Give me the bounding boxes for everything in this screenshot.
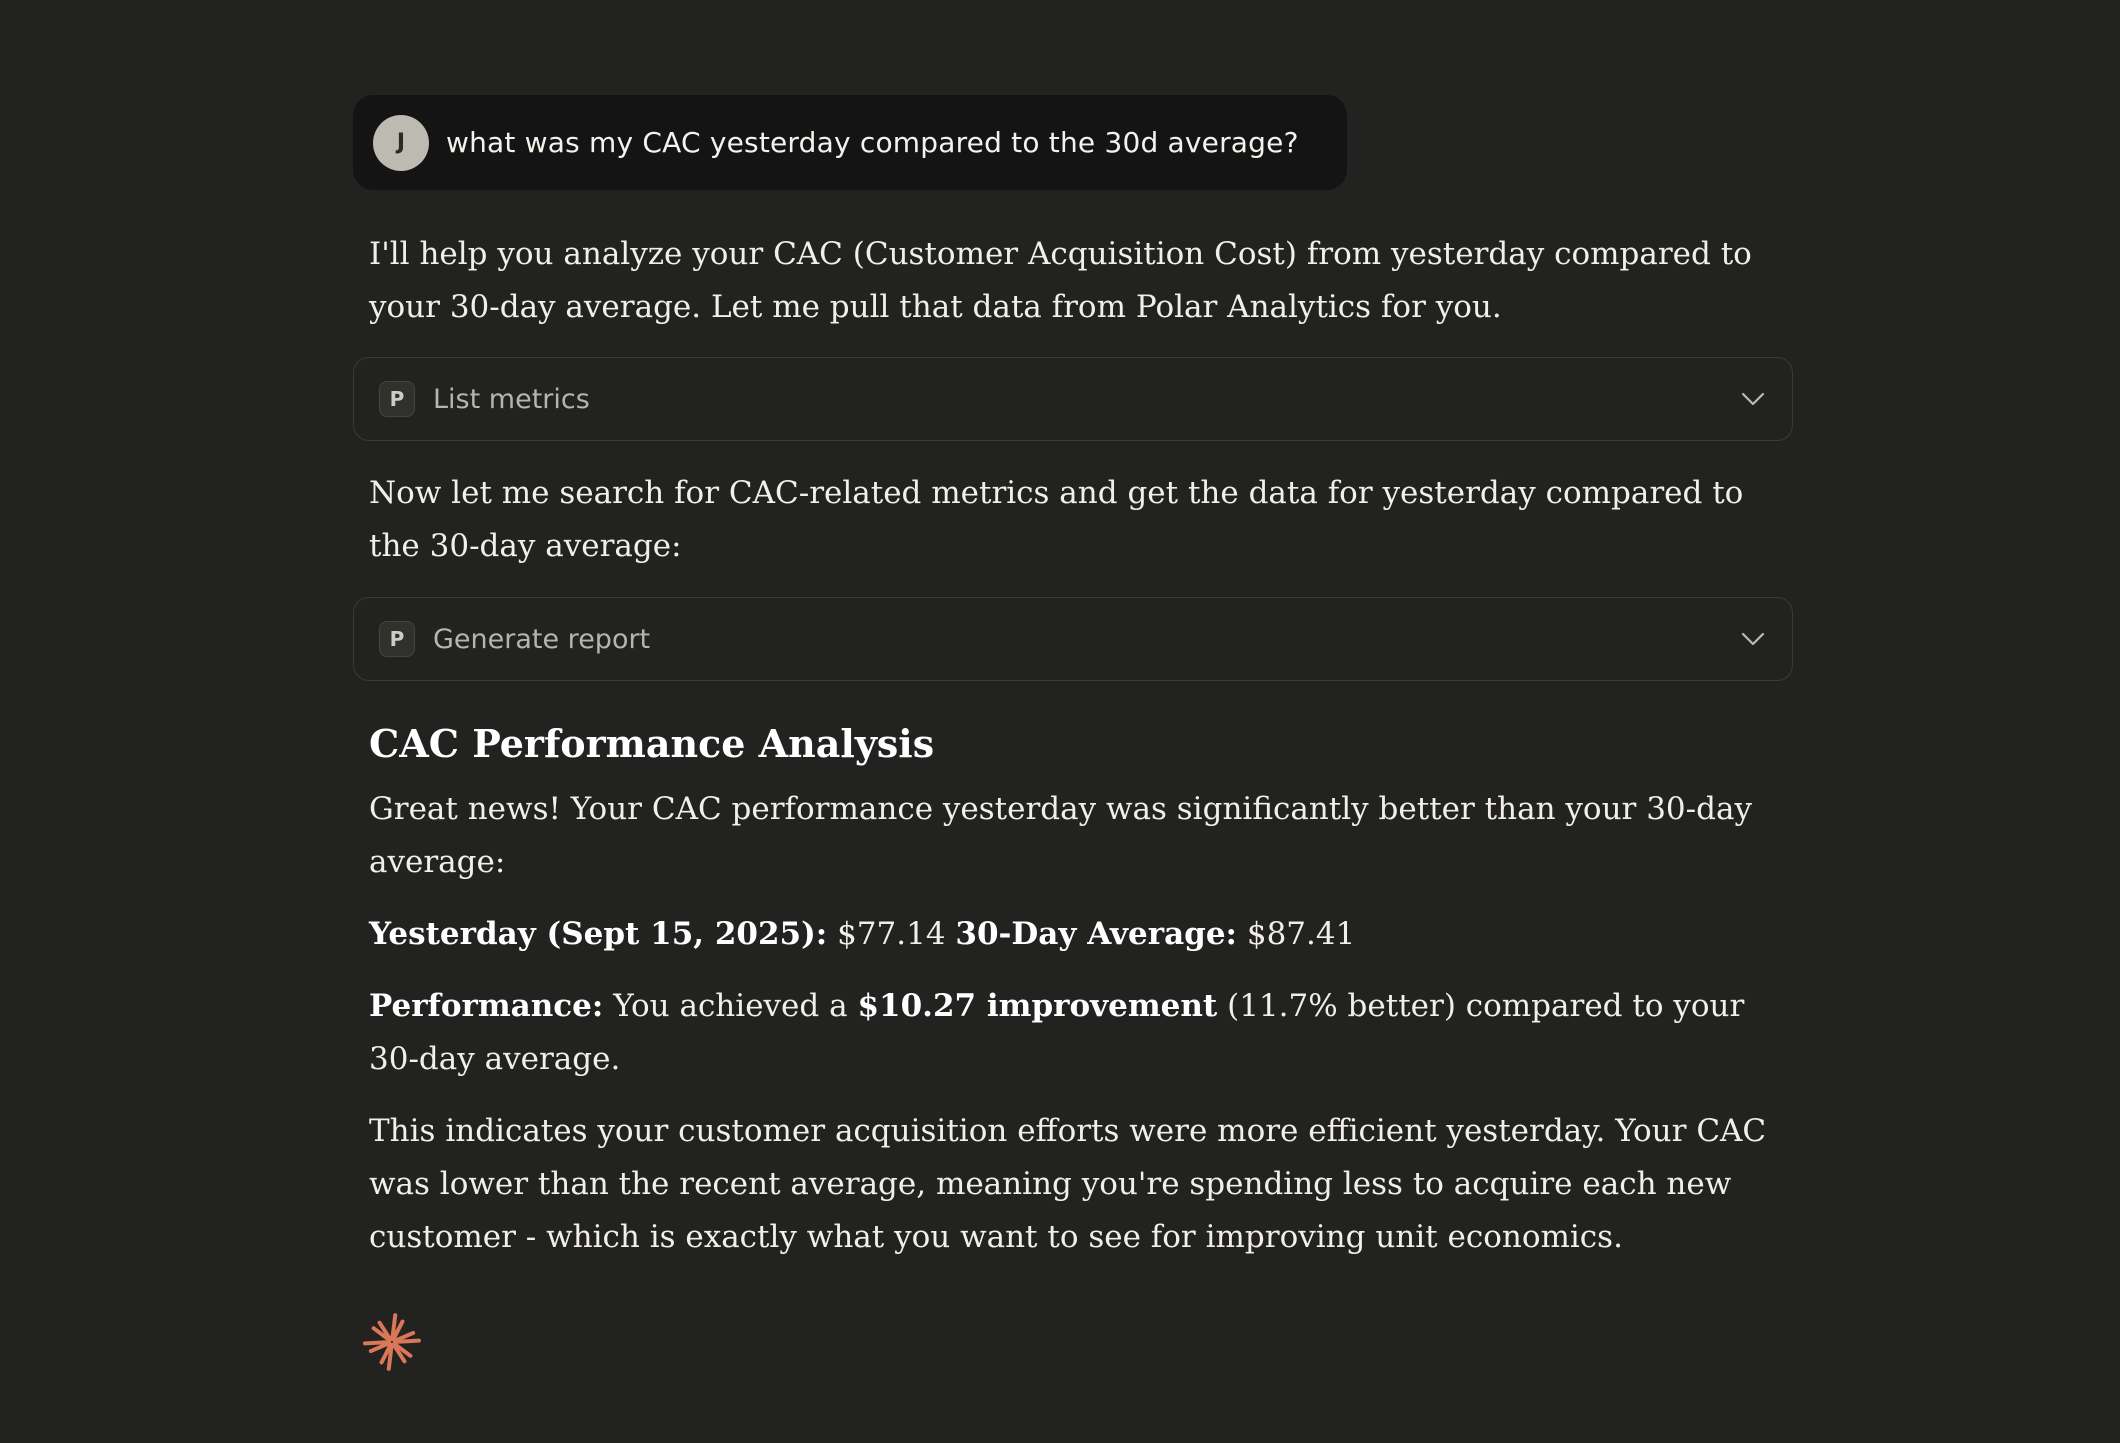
tool-call-generate-report[interactable] xyxy=(353,597,1793,681)
chevron-down-icon[interactable] xyxy=(1740,386,1766,412)
yesterday-value: $77.14 xyxy=(827,916,956,952)
assistant-intro: I'll help you analyze your CAC (Customer Acquisition Cost) from yesterday compared to your 30-day average. Let me pull that data from Polar Analytics for you. xyxy=(369,236,1752,325)
tool-call-label: List metrics xyxy=(433,383,590,415)
user-message xyxy=(353,95,1347,190)
avg-label: 30-Day Average: xyxy=(955,916,1237,952)
performance-post: (11.7% better) compared to your 30-day average. xyxy=(369,988,1745,1077)
performance-label: Performance: xyxy=(369,988,604,1024)
section-heading: CAC Performance Analysis xyxy=(369,721,935,766)
summary-text: Great news! Your CAC performance yesterday was significantly better than your 30-day average: xyxy=(369,791,1752,880)
tool-call-label: Generate report xyxy=(433,623,651,655)
user-message-text: what was my CAC yesterday compared to the 30d average? xyxy=(446,126,1299,159)
stats-line xyxy=(353,908,1793,961)
conclusion-text: This indicates your customer acquisition efforts were more efficient yesterday. Your CAC was lower than the recent average, meaning you're spending less to acquire each new customer - which is exactly what you want to see for improving unit economics. xyxy=(369,1113,1767,1255)
claude-spark-icon xyxy=(362,1312,422,1372)
tool-call-list-metrics[interactable] xyxy=(353,357,1793,441)
assistant-followup: Now let me search for CAC-related metrics and get the data for yesterday compared to the 30-day average: xyxy=(369,475,1744,564)
user-avatar: J xyxy=(373,115,429,171)
performance-text xyxy=(353,980,1793,1086)
chevron-down-icon[interactable] xyxy=(1740,626,1766,652)
yesterday-label: Yesterday (Sept 15, 2025): xyxy=(369,916,828,952)
conversation xyxy=(353,95,1793,1372)
tool-badge: P xyxy=(379,621,415,657)
tool-badge: P xyxy=(379,381,415,417)
improvement-highlight: $10.27 improvement xyxy=(857,988,1218,1024)
avg-value: $87.41 xyxy=(1237,916,1356,952)
performance-pre: You achieved a xyxy=(603,988,858,1024)
